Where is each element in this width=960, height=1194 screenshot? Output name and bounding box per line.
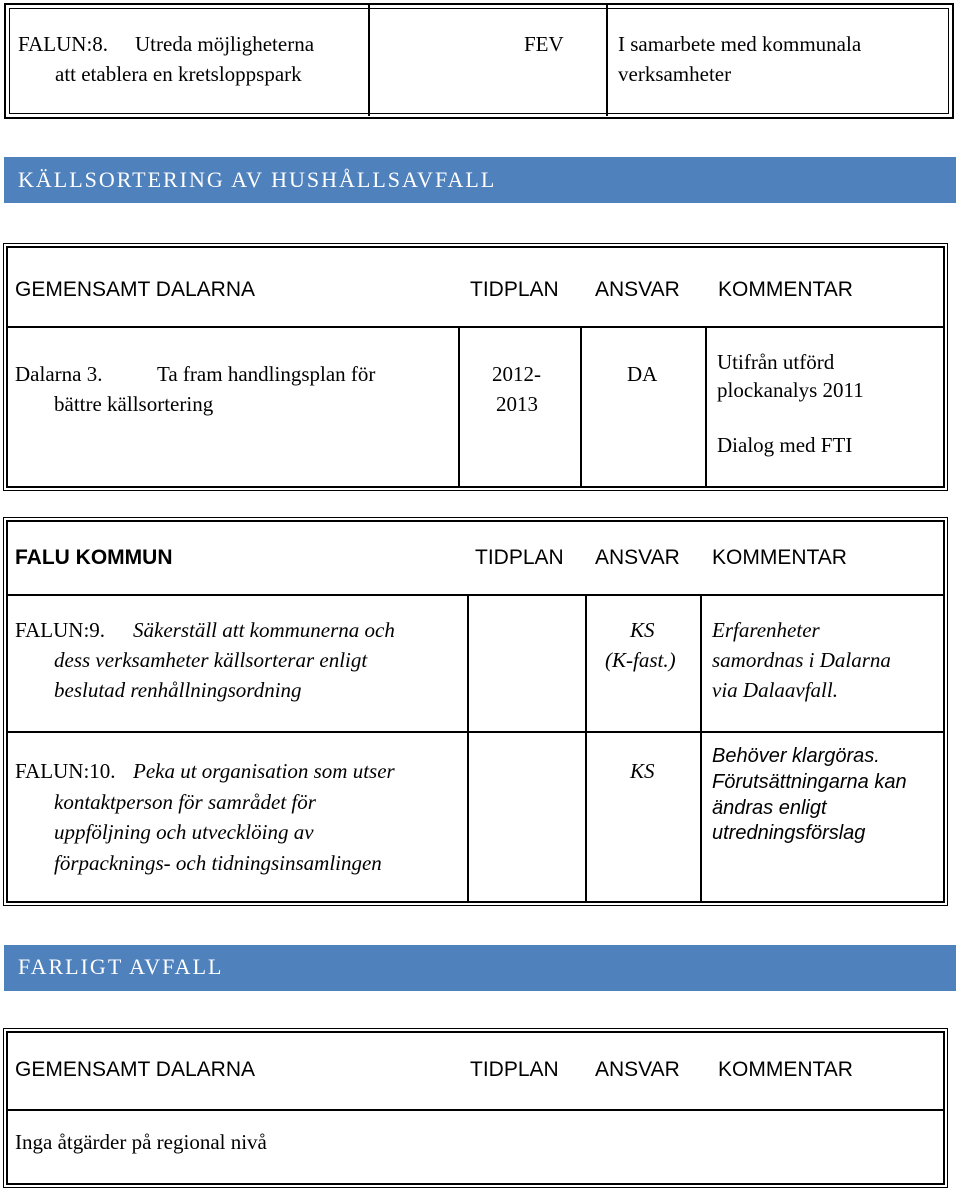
section-banner-kallsortering (4, 157, 956, 203)
table2-row2-ansvar: KS (630, 759, 655, 783)
table1-row-tidplan-line2: 2013 (496, 392, 538, 416)
table3-row-text: Inga åtgärder på regional nivå (15, 1130, 267, 1154)
section-title-farligt-avfall: FARLIGT AVFALL (18, 954, 224, 979)
table1-divider-3 (705, 326, 707, 488)
section-banner-farligt-avfall (4, 945, 956, 991)
table3-header-separator (6, 1109, 945, 1111)
table2-header-separator (6, 594, 945, 596)
top-row-text-line1: Utreda möjligheterna (135, 32, 315, 56)
table3-header-kommentar: KOMMENTAR (718, 1058, 853, 1081)
top-row-kommentar-line1: I samarbete med kommunala (618, 32, 862, 56)
table3-header-tidplan: TIDPLAN (470, 1058, 559, 1081)
table2-row2-text-line3: uppföljning och utvecklöing av (54, 820, 314, 844)
table1-header-separator (6, 326, 945, 328)
table2-header-ansvar: ANSVAR (595, 546, 680, 569)
table2-divider-2 (585, 594, 587, 903)
table2-row1-kommentar-line2: samordnas i Dalarna (712, 648, 891, 672)
table2-row1-id: FALUN:9. (15, 618, 106, 642)
table2-divider-1 (467, 594, 469, 903)
table2-header-tidplan: TIDPLAN (475, 546, 564, 569)
table2-row2-text-line1: Peka ut organisation som utser (133, 759, 395, 783)
top-row-id: FALUN:8. (18, 32, 109, 56)
top-row-divider-2 (606, 4, 608, 116)
table2-row2-text-line4: förpacknings- och tidningsinsamlingen (54, 851, 382, 875)
table2-row2-kommentar-line1: Behöver klargöras. (712, 745, 880, 767)
table1-row-kommentar-line1: Utifrån utförd (717, 350, 835, 374)
table2-row2-id: FALUN:10. (15, 759, 116, 783)
table2-row-separator (6, 731, 945, 733)
table2-row2-kommentar-line2: Förutsättningarna kan (712, 771, 907, 793)
table2-header-kommentar: KOMMENTAR (712, 546, 847, 569)
table1-header-ansvar: ANSVAR (595, 278, 680, 301)
table2-row1-ansvar-line1: KS (630, 618, 655, 642)
top-row-kommentar-line2: verksamheter (618, 62, 732, 86)
table2-row2-kommentar-line4: utredningsförslag (712, 822, 866, 844)
table2-row1-text-line3: beslutad renhållningsordning (54, 678, 302, 702)
table2-row1-ansvar-line2: (K-fast.) (605, 648, 676, 672)
table2-row2-text-line2: kontaktperson för samrådet för (54, 790, 316, 814)
table2-row1-text-line1: Säkerställ att kommunerna och (133, 618, 395, 642)
table3-header-ansvar: ANSVAR (595, 1058, 680, 1081)
top-row-ansvar: FEV (524, 32, 564, 56)
table2-row1-kommentar-line1: Erfarenheter (712, 618, 820, 642)
table2-row1-kommentar-line3: via Dalaavfall. (712, 678, 838, 702)
table1-divider-1 (458, 326, 460, 488)
table3-header-group: GEMENSAMT DALARNA (15, 1058, 255, 1081)
top-row-text-line2: att etablera en kretsloppspark (55, 62, 302, 86)
top-row-divider-1 (368, 4, 370, 116)
table1-row-id: Dalarna 3. (15, 362, 103, 386)
section-title-kallsortering: KÄLLSORTERING AV HUSHÅLLSAVFALL (18, 167, 497, 192)
table1-header-group: GEMENSAMT DALARNA (15, 278, 255, 301)
table1-header-kommentar: KOMMENTAR (718, 278, 853, 301)
table1-header-tidplan: TIDPLAN (470, 278, 559, 301)
table1-row-text-line1: Ta fram handlingsplan för (157, 362, 376, 386)
table1-row-tidplan-line1: 2012- (492, 362, 541, 386)
table1-divider-2 (580, 326, 582, 488)
table1-row-text-line2: bättre källsortering (54, 392, 214, 416)
table2-row1-text-line2: dess verksamheter källsorterar enligt (54, 648, 368, 672)
table2-divider-3 (700, 594, 702, 903)
table2-row2-kommentar-line3: ändras enligt (712, 797, 827, 819)
table1-row-ansvar: DA (627, 362, 658, 386)
table1-row-kommentar-line3: Dialog med FTI (717, 433, 853, 457)
table2-header-group: FALU KOMMUN (15, 546, 173, 569)
table1-row-kommentar-line2: plockanalys 2011 (717, 378, 864, 402)
